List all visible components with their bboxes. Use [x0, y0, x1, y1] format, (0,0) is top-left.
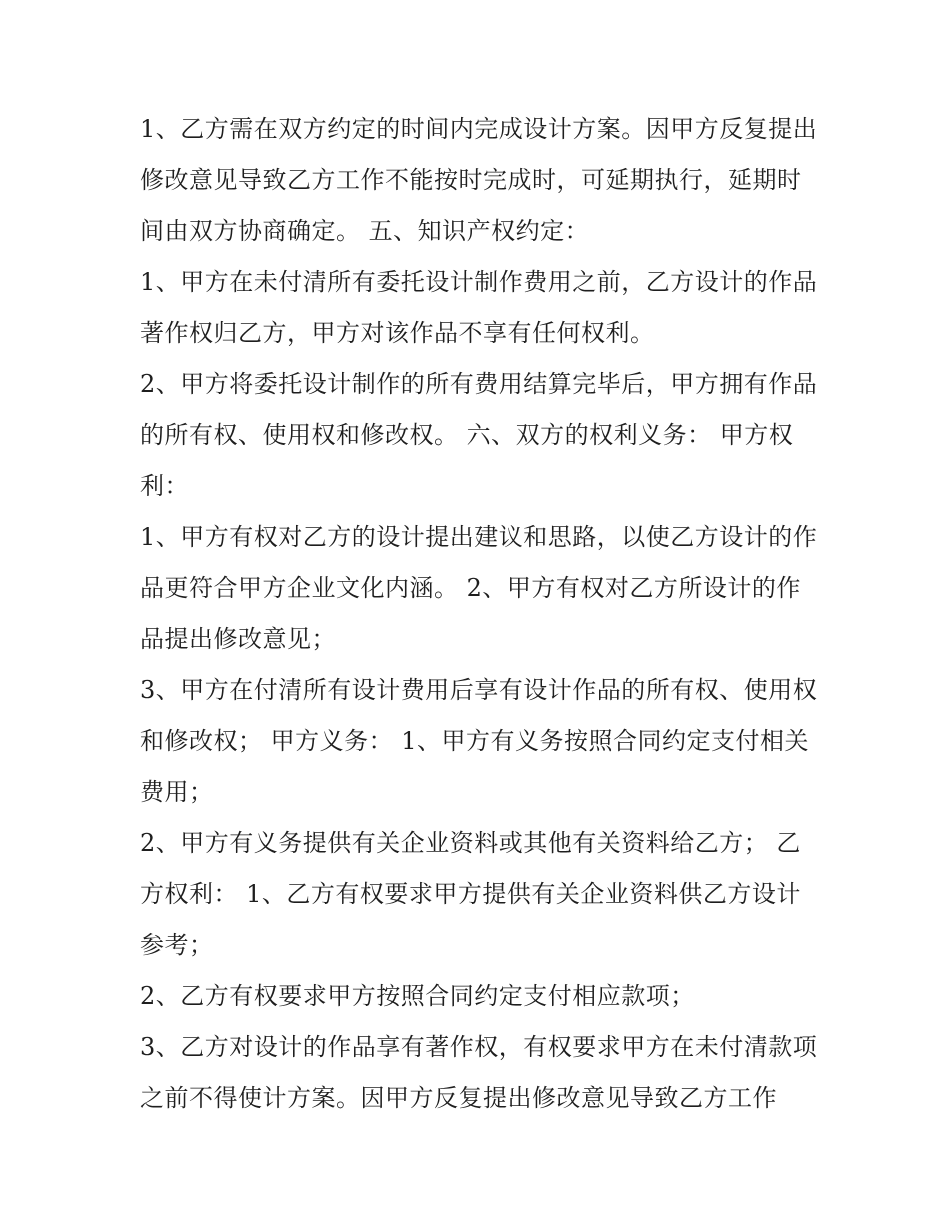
paragraph-7: 2、乙方有权要求甲方按照合同约定支付相应款项；	[140, 982, 695, 1010]
paragraph-1: 1、乙方需在双方约定的时间内完成设计方案。因甲方反复提出修改意见导致乙方工作不能按时完成时，可延期执行，延期时间由双方协商确定。 五、知识产权约定：	[140, 115, 818, 245]
paragraph-8: 3、乙方对设计的作品享有著作权，有权要求甲方在未付清款项之前不得使计方案。因甲方反复提出修改意见导致乙方工作	[140, 1033, 818, 1112]
paragraph-5: 3、甲方在付清所有设计费用后享有设计作品的所有权、使用权和修改权； 甲方义务： 1、甲方有义务按照合同约定支付相关费用；	[140, 676, 818, 806]
paragraph-4: 1、甲方有权对乙方的设计提出建议和思路，以使乙方设计的作品更符合甲方企业文化内涵。 2、甲方有权对乙方所设计的作品提出修改意见；	[140, 523, 818, 653]
paragraph-2: 1、甲方在未付清所有委托设计制作费用之前，乙方设计的作品著作权归乙方，甲方对该作品不享有任何权利。	[140, 268, 818, 347]
paragraph-6: 2、甲方有义务提供有关企业资料或其他有关资料给乙方； 乙方权利： 1、乙方有权要求甲方提供有关企业资料供乙方设计参考；	[140, 829, 801, 959]
document-body	[140, 104, 820, 1124]
paragraph-3: 2、甲方将委托设计制作的所有费用结算完毕后，甲方拥有作品的所有权、使用权和修改权。 六、双方的权利义务： 甲方权利：	[140, 370, 818, 500]
